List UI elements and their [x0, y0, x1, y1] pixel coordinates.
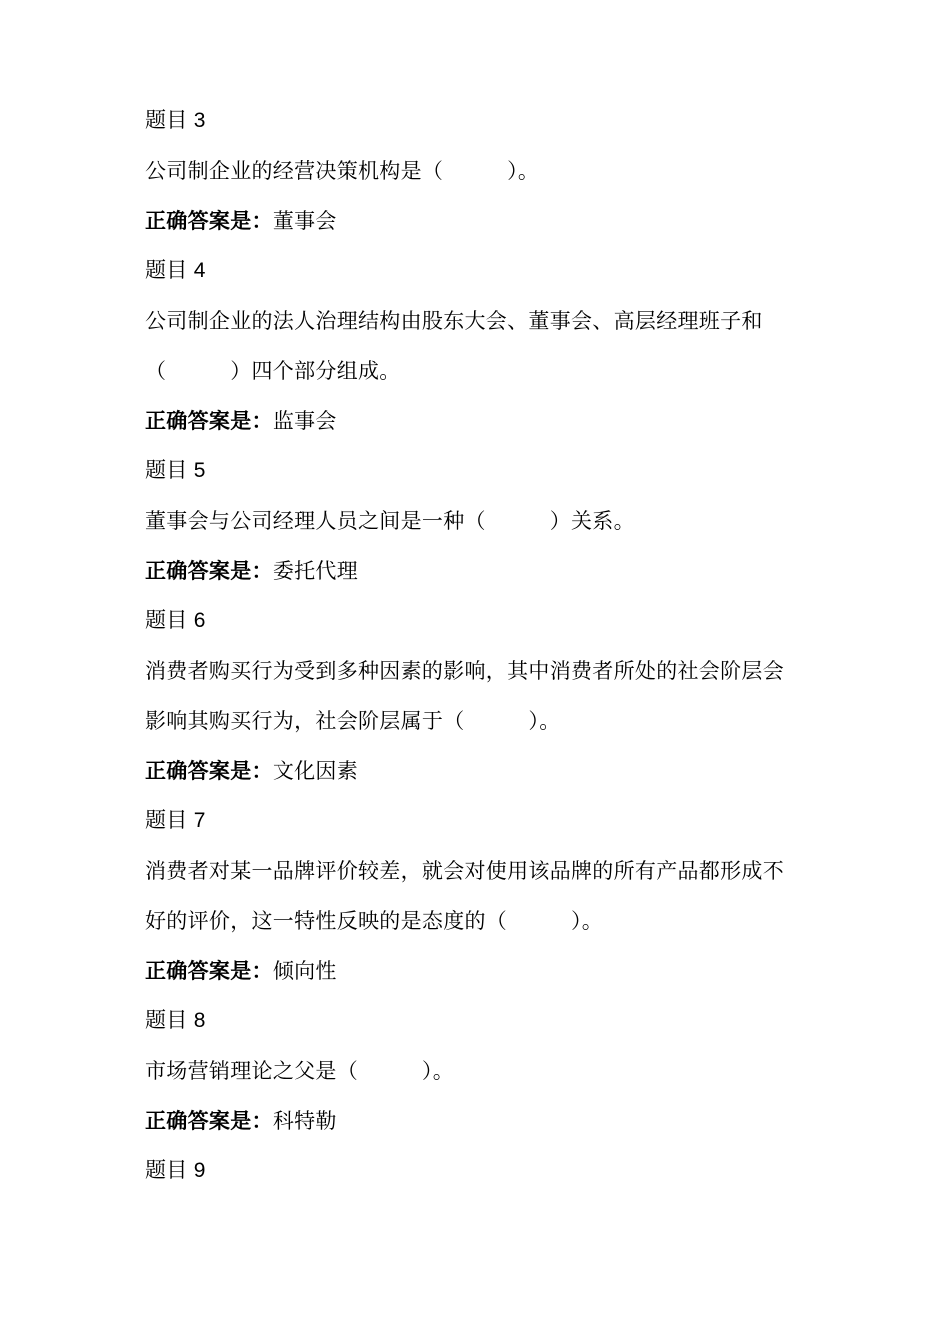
answer-row	[145, 946, 815, 996]
answer-row	[145, 396, 815, 446]
answer-label: 正确答案是：	[145, 559, 273, 583]
question-text: 公司制企业的法人治理结构由股东大会、董事会、高层经理班子和	[145, 309, 763, 333]
question-title: 题目 4	[145, 259, 206, 282]
question-title: 题目 8	[145, 1009, 206, 1032]
question-text: 董事会与公司经理人员之间是一种（ ）关系。	[145, 509, 635, 533]
answer-value: 倾向性	[272, 959, 337, 983]
question-text: 消费者购买行为受到多种因素的影响，其中消费者所处的社会阶层会	[145, 659, 784, 683]
answer-row	[145, 546, 815, 596]
answer-value: 监事会	[272, 409, 337, 433]
question-title: 题目 7	[145, 809, 206, 832]
question-text: 消费者对某一品牌评价较差，就会对使用该品牌的所有产品都形成不	[145, 859, 784, 883]
question-text: 市场营销理论之父是（ ）。	[145, 1059, 454, 1083]
answer-label: 正确答案是：	[145, 959, 273, 983]
question-text: 好的评价，这一特性反映的是态度的（ ）。	[145, 909, 604, 933]
answer-row	[145, 196, 815, 246]
question-title: 题目 5	[145, 459, 206, 482]
answer-value: 科特勒	[272, 1109, 337, 1133]
question-list	[145, 96, 815, 1196]
answer-row	[145, 746, 815, 796]
question-title: 题目 3	[145, 109, 206, 132]
question-title: 题目 9	[145, 1159, 206, 1182]
answer-value: 文化因素	[272, 759, 359, 783]
question-text: 影响其购买行为，社会阶层属于（ ）。	[145, 709, 561, 733]
question-text: 公司制企业的经营决策机构是（ ）。	[145, 159, 540, 183]
question-text: （ ）四个部分组成。	[145, 359, 401, 383]
answer-label: 正确答案是：	[145, 209, 273, 233]
answer-row	[145, 1096, 815, 1146]
question-title: 题目 6	[145, 609, 206, 632]
answer-value: 董事会	[272, 209, 337, 233]
answer-label: 正确答案是：	[145, 759, 273, 783]
answer-label: 正确答案是：	[145, 1109, 273, 1133]
answer-value: 委托代理	[272, 559, 359, 583]
answer-label: 正确答案是：	[145, 409, 273, 433]
